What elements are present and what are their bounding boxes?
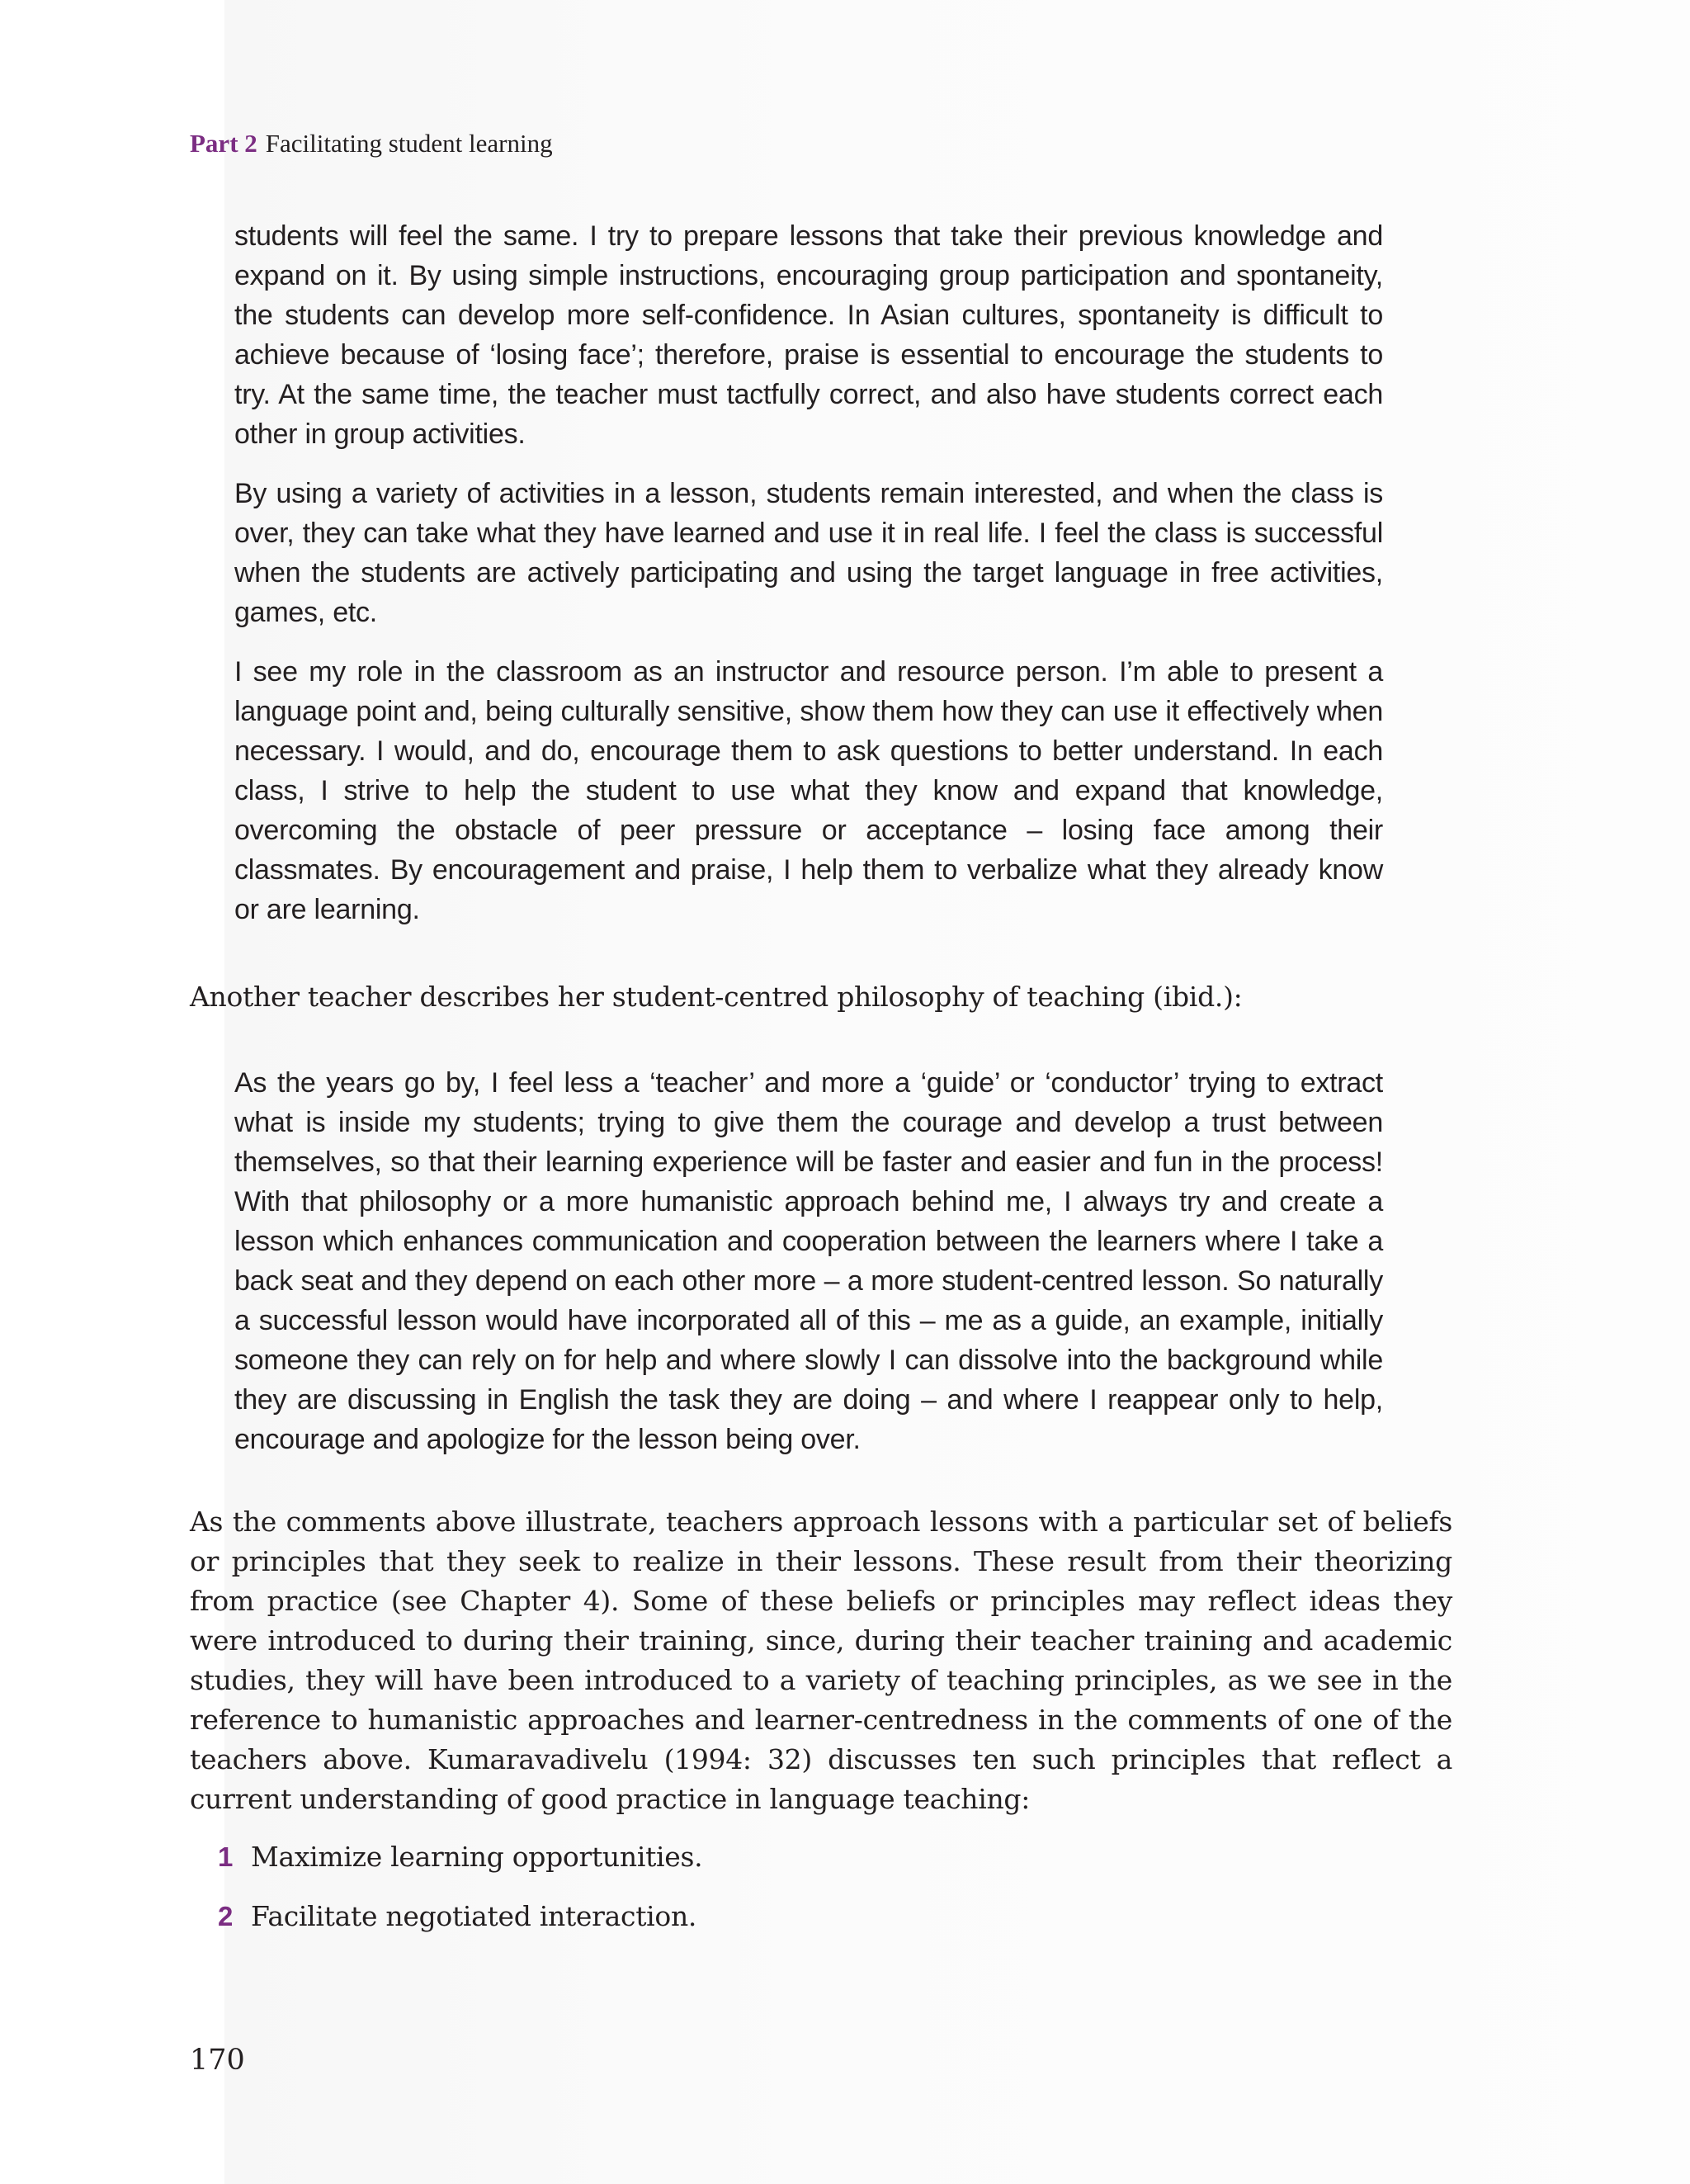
list-item xyxy=(190,1837,1452,1877)
quote-paragraph: I see my role in the classroom as an instructor and resource person. I’m able to present a language point and, being culturally sensitive, show them how they can use it effectively when necessary. I would, and do, encourage them to ask questions to better understand. In each class, I strive to help the student to use what they know and expand that knowledge, overcoming the obstacle of peer pressure or acceptance – losing face among their classmates. By encouragement and praise, I help them to verbalize what they already know or are learning. xyxy=(234,656,1383,925)
lead-in-sentence xyxy=(190,977,1452,1017)
block-quote-first-teacher xyxy=(234,216,1383,929)
quote-paragraph: students will feel the same. I try to prepare lessons that take their previous knowledge and expand on it. By using simple instructions, encouraging group participation and spontaneity, the students can develop more self-confidence. In Asian cultures, spontaneity is difficult to achieve because of ‘losing face’; therefore, praise is essential to encourage the students to try. At the same time, the teacher must tactfully correct, and also have students correct each other in group activities. xyxy=(234,220,1383,450)
list-item-text: Maximize learning opportunities. xyxy=(251,1841,703,1873)
page-number: 170 xyxy=(190,2044,245,2077)
list-item-number: 2 xyxy=(217,1901,233,1931)
list-item-text: Facilitate negotiated interaction. xyxy=(251,1900,697,1932)
running-head-title: Facilitating student learning xyxy=(265,129,553,158)
running-head xyxy=(190,127,553,160)
running-head-part: Part 2 xyxy=(190,129,257,158)
body-paragraph xyxy=(190,1502,1452,1819)
block-quote-second-teacher xyxy=(234,1063,1383,1459)
quote-paragraph: As the years go by, I feel less a ‘teacher’ and more a ‘guide’ or ‘conductor’ trying to extract what is inside my students; trying to give them the courage and develop a trust between themselves, so that their learning experience will be faster and easier and fun in the process! With that philosophy or a more humanistic approach behind me, I always try and create a lesson which enhances communication and cooperation between the learners where I take a back seat and they depend on each other more – a more student-centred lesson. So naturally a successful lesson would have incorporated all of this – me as a guide, an example, initially someone they can rely on for help and where slowly I can dissolve into the background while they are discussing in English the task they are doing – and where I reappear only to help, encourage and apologize for the lesson being over. xyxy=(234,1067,1383,1455)
quote-paragraph: By using a variety of activities in a lesson, students remain interested, and when the class is over, they can take what they have learned and use it in real life. I feel the class is successful when the students are actively participating and using the target language in free activities, games, etc. xyxy=(234,478,1383,628)
list-item xyxy=(190,1897,1452,1936)
list-item-number: 1 xyxy=(217,1841,233,1872)
principles-list xyxy=(190,1837,1452,1956)
body-paragraph-text: As the comments above illustrate, teachers approach lessons with a particular set of beliefs or principles that they seek to realize in their lessons. These result from their theorizing from practice (see Chapter 4). Some of these beliefs or principles may reflect ideas they were introduced to during their training, since, during their teacher training and academic studies, they will have been introduced to a variety of teaching principles, as we see in the reference to humanistic approaches and learner-centredness in the comments of one of the teachers above. Kumaravadivelu (1994: 32) discusses ten such principles that reflect a current understanding of good practice in language teaching: xyxy=(190,1506,1452,1815)
lead-in-text: Another teacher describes her student-centred philosophy of teaching (ibid.): xyxy=(190,981,1243,1013)
